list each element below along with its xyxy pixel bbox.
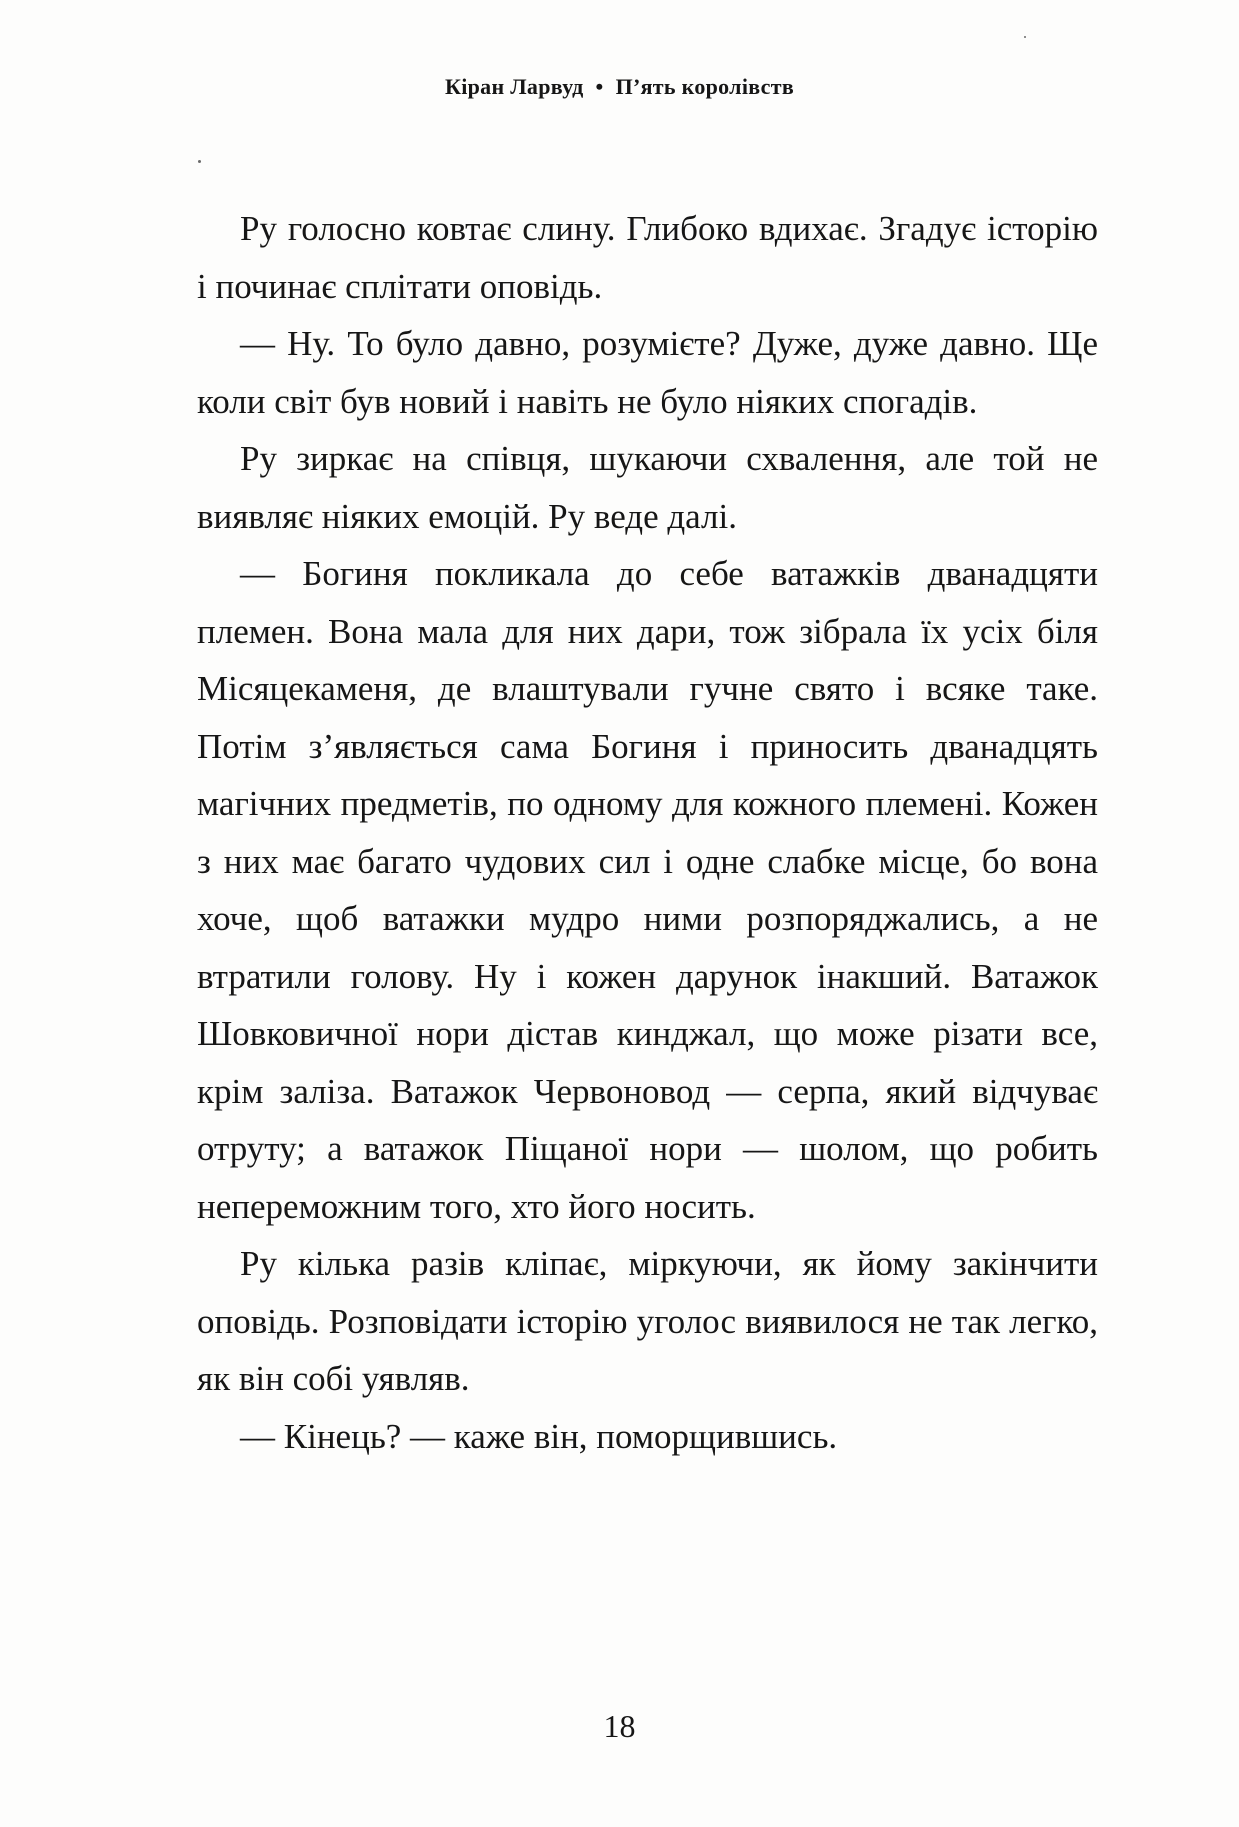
body-text [197, 200, 1098, 1465]
running-head [0, 74, 1239, 100]
paragraph: Ру голосно ковтає слину. Глибоко вдихає. Згадує історію і починає сплітати оповідь. [197, 209, 1098, 306]
paragraph: — Ну. То було давно, розумієте? Дуже, дуже давно. Ще коли світ був новий і навіть не було ніяких спогадів. [197, 324, 1098, 421]
print-speck [1024, 36, 1026, 38]
paragraph: — Богиня покликала до себе ватажків дванадцяти племен. Вона мала для них дари, тож зібрала їх усіх біля Місяцекаменя, де влаштували гучне свято і всяке таке. Потім з’являється сама Богиня і приносить дванадцять магічних предметів, по одному для кожного племені. Кожен з них має багато чудових сил і одне слабке місце, бо вона хоче, щоб ватажки мудро ними розпоряджались, а не втратили голову. Ну і кожен дарунок інакший. Ватажок Шовковичної нори дістав кинджал, що може різати все, крім заліза. Ватажок Червоновод — серпа, який відчуває отруту; а ватажок Піщаної нори — шолом, що робить непереможним того, хто його носить. [197, 554, 1098, 1226]
header-author: Кіран Ларвуд [444, 74, 584, 99]
paragraph: Ру зиркає на співця, шукаючи схвалення, але той не виявляє ніяких емоцій. Ру веде далі. [197, 439, 1098, 536]
header-book-title: П’ять королівств [615, 74, 795, 99]
header-separator: • [595, 74, 604, 99]
page-number: 18 [603, 1708, 636, 1744]
paragraph: — Кінець? — каже він, поморщившись. [240, 1416, 838, 1456]
print-speck [198, 160, 201, 163]
paragraph: Ру кілька разів кліпає, міркуючи, як йому закінчити оповідь. Розповідати історію уголос виявилося не так легко, як він собі уявляв. [197, 1244, 1098, 1398]
